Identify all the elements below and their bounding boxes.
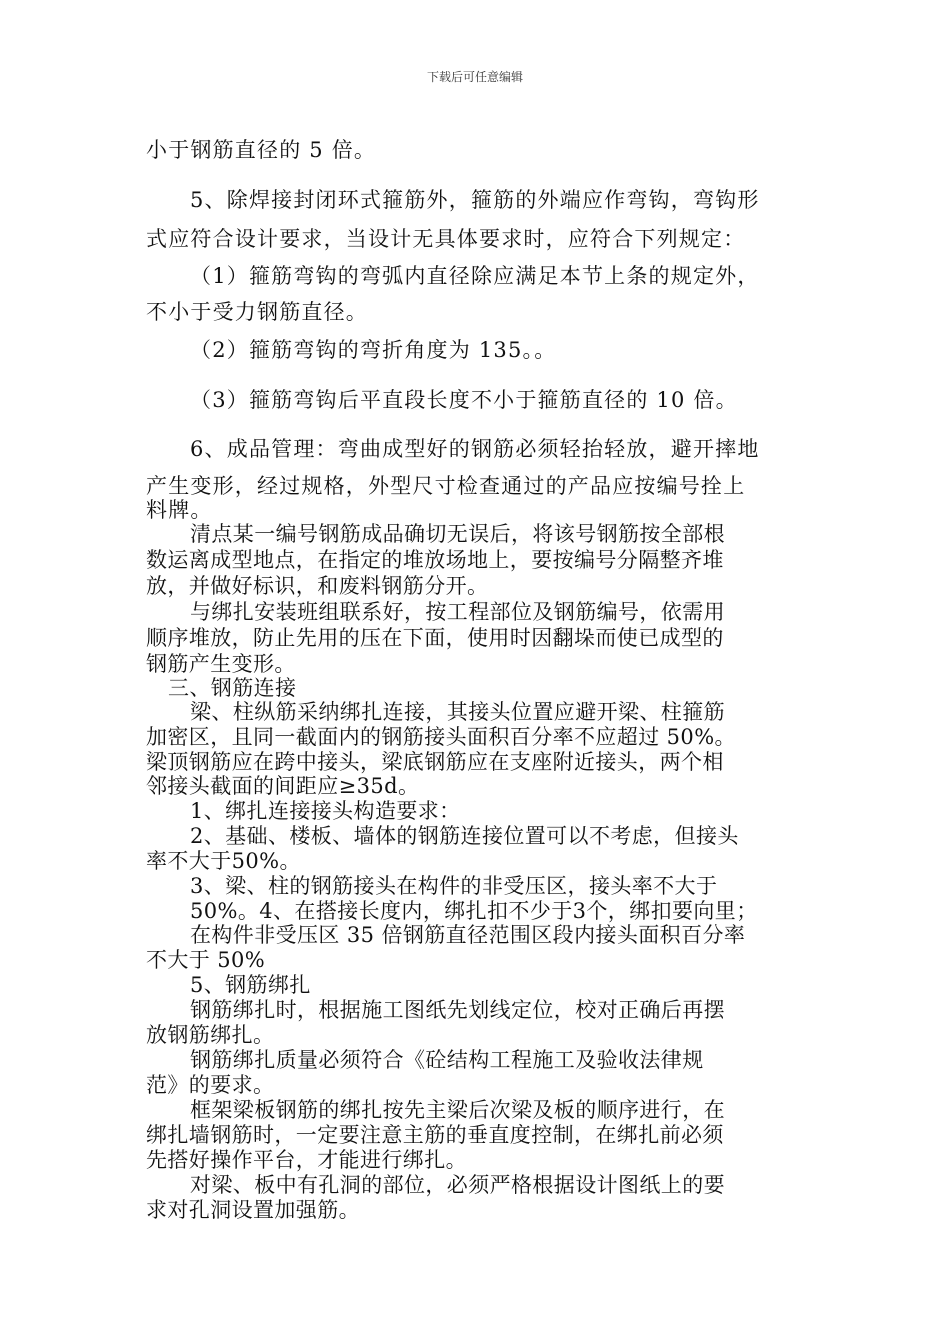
- text-line: 清点某一编号钢筋成品确切无误后，将该号钢筋按全部根: [190, 522, 725, 546]
- text-line: 1、绑扎连接接头构造要求：: [190, 799, 461, 823]
- text-line: 放，并做好标识，和废料钢筋分开。: [146, 574, 489, 598]
- text-line: 加密区，且同一截面内的钢筋接头面积百分率不应超过 50%。: [146, 725, 736, 749]
- text-line: 求对孔洞设置加强筋。: [146, 1198, 360, 1222]
- text-line: 钢筋绑扎时，根据施工图纸先划线定位，校对正确后再摆: [190, 998, 725, 1022]
- section-heading: 三、钢筋连接: [168, 676, 297, 700]
- text-line: 5、除焊接封闭环式箍筋外，箍筋的外端应作弯钩，弯钩形: [190, 188, 760, 212]
- text-line: 料牌。: [146, 498, 213, 522]
- text-line: 数运离成型地点，在指定的堆放场地上，要按编号分隔整齐堆: [146, 548, 724, 572]
- text-line: 3、梁、柱的钢筋接头在构件的非受压区，接头率不大于: [190, 874, 718, 898]
- text-line: 率不大于50%。: [146, 849, 301, 873]
- text-line: 梁顶钢筋应在跨中接头，梁底钢筋应在支座附近接头，两个相: [146, 750, 724, 774]
- text-line: 顺序堆放，防止先用的压在下面，使用时因翻垛而使已成型的: [146, 626, 724, 650]
- text-line: 在构件非受压区 35 倍钢筋直径范围区段内接头面积百分率: [190, 923, 746, 947]
- text-line: 邻接头截面的间距应≥35d。: [146, 774, 420, 798]
- text-line: 钢筋绑扎质量必须符合《砼结构工程施工及验收法律规: [190, 1048, 704, 1072]
- text-line: （1）箍筋弯钩的弯弧内直径除应满足本节上条的规定外，: [190, 264, 760, 288]
- text-line: 不小于受力钢筋直径。: [146, 300, 368, 324]
- text-line: 与绑扎安装班组联系好，按工程部位及钢筋编号，依需用: [190, 600, 725, 624]
- text-line: 绑扎墙钢筋时，一定要注意主筋的垂直度控制，在绑扎前必须: [146, 1123, 724, 1147]
- text-line: 5、钢筋绑扎: [190, 973, 311, 997]
- text-line: 产生变形，经过规格，外型尺寸检查通过的产品应按编号拴上: [146, 474, 746, 498]
- text-line: 小于钢筋直径的 5 倍。: [146, 138, 377, 162]
- text-line: 先搭好操作平台，才能进行绑扎。: [146, 1148, 467, 1172]
- text-line: 框架梁板钢筋的绑扎按先主梁后次梁及板的顺序进行，在: [190, 1098, 725, 1122]
- text-line: 50%。4、在搭接长度内，绑扎扣不少于3个，绑扣要向里；: [190, 899, 758, 923]
- text-line: 不大于 50%: [146, 948, 266, 972]
- text-line: 式应符合设计要求，当设计无具体要求时，应符合下列规定：: [146, 227, 746, 251]
- text-line: 钢筋产生变形。: [146, 652, 296, 676]
- text-line: （3）箍筋弯钩后平直段长度不小于箍筋直径的 10 倍。: [190, 388, 738, 412]
- text-line: 放钢筋绑扎。: [146, 1023, 275, 1047]
- text-line: 6、成品管理：弯曲成型好的钢筋必须轻抬轻放，避开摔地: [190, 437, 760, 461]
- text-line: 范》的要求。: [146, 1073, 275, 1097]
- text-line: （2）箍筋弯钩的弯折角度为 135。。: [190, 338, 557, 362]
- text-line: 对梁、板中有孔洞的部位，必须严格根据设计图纸上的要: [190, 1173, 725, 1197]
- text-line: 梁、柱纵筋采纳绑扎连接，其接头位置应避开梁、柱箍筋: [190, 700, 725, 724]
- text-line: 2、基础、楼板、墙体的钢筋连接位置可以不考虑，但接头: [190, 824, 739, 848]
- page-header-note: 下载后可任意编辑: [426, 70, 523, 84]
